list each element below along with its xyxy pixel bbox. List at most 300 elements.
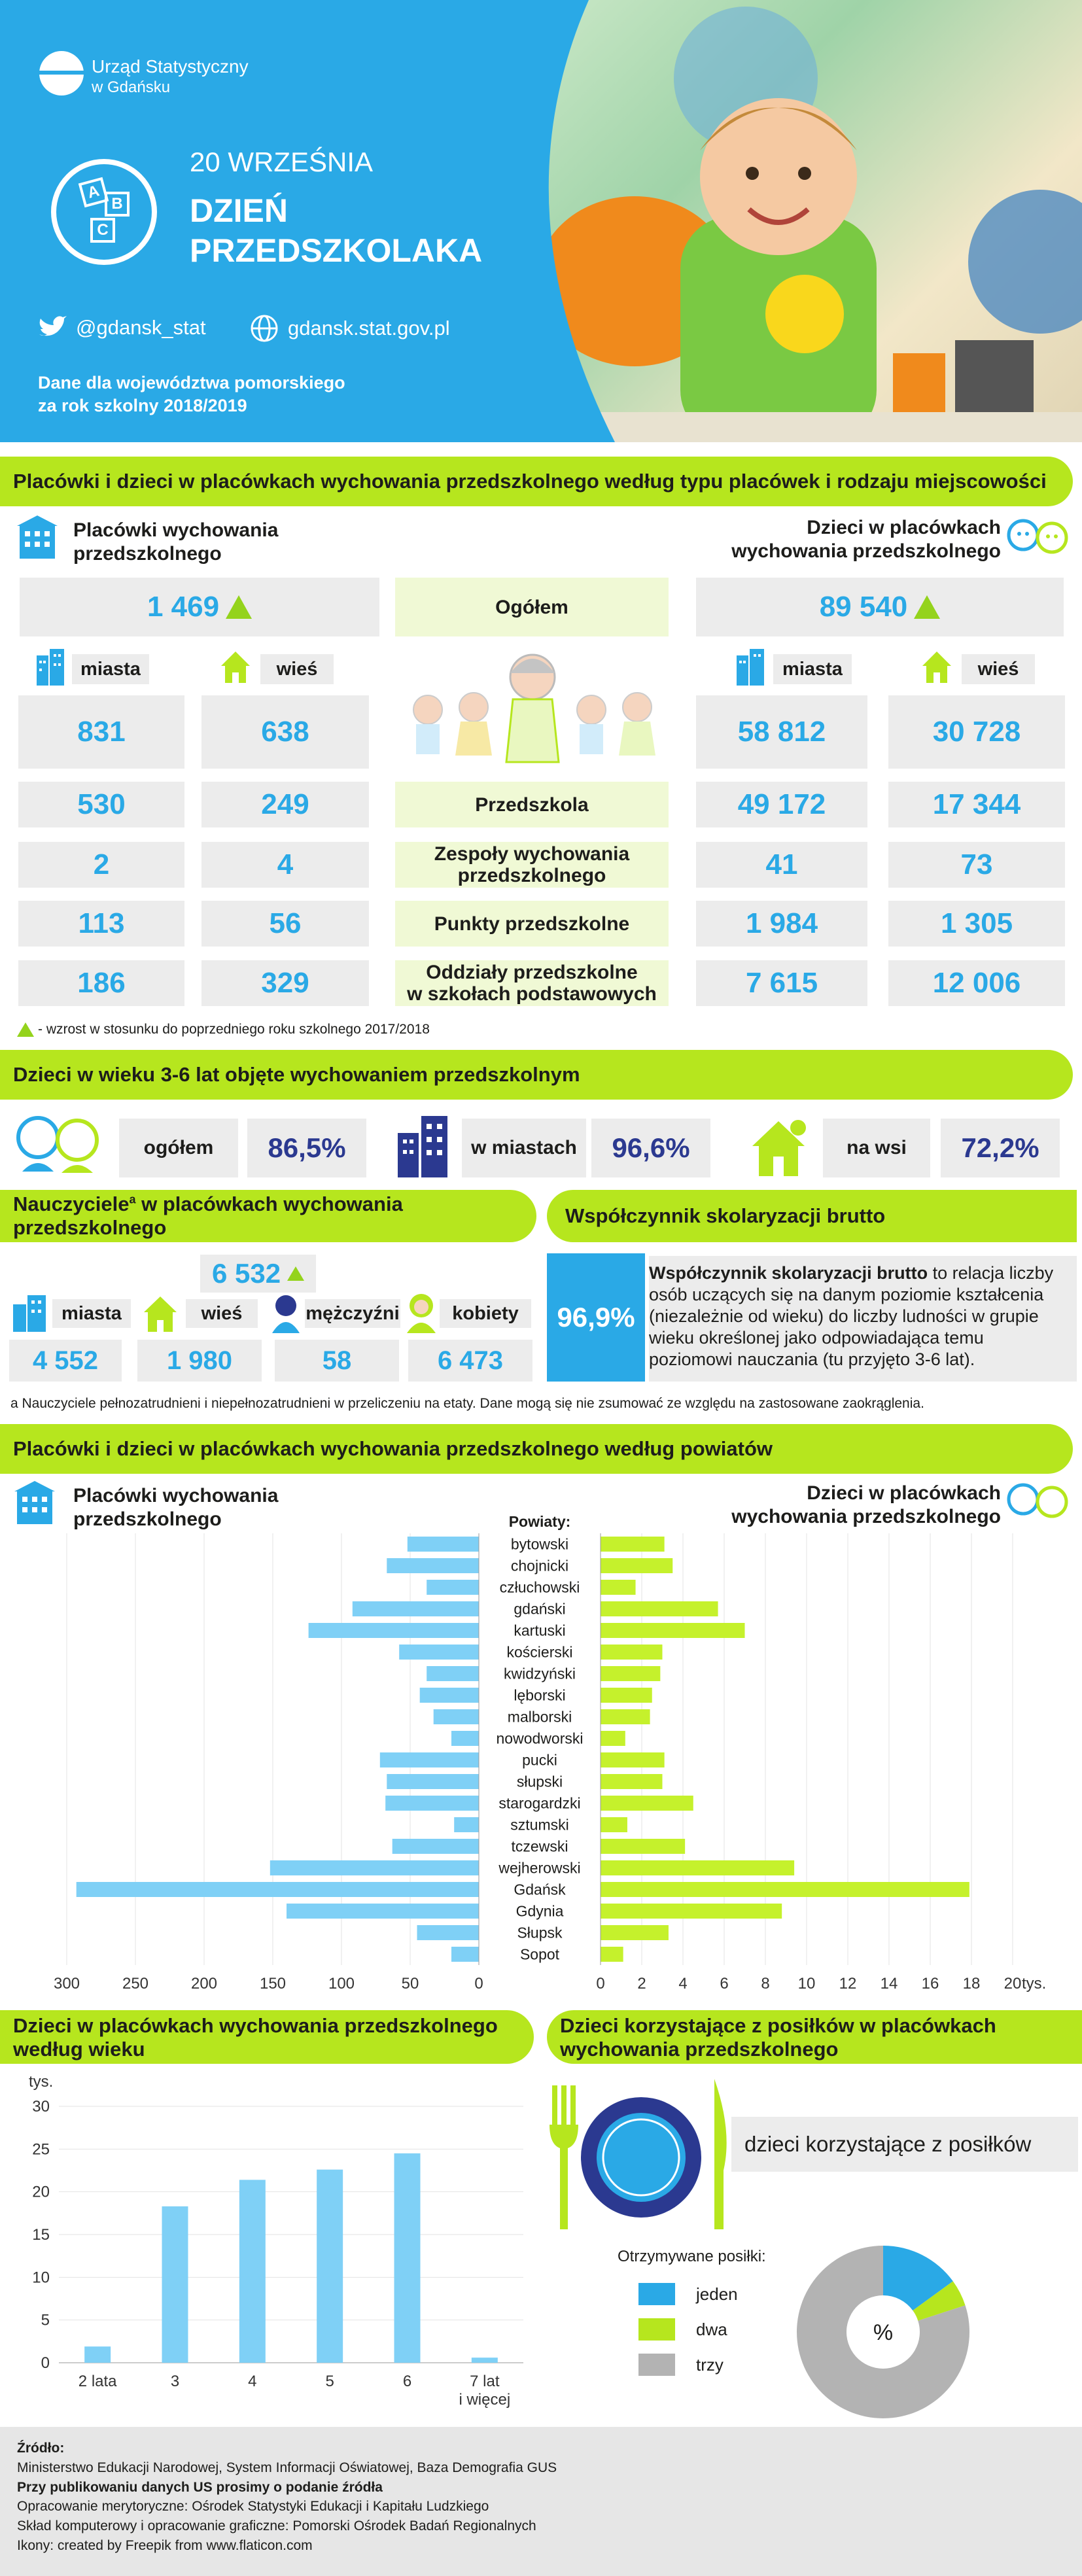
title-line1: Dzieci korzystające z posiłków w placówkach: [560, 2014, 996, 2037]
powiat-label: bytowski: [510, 1535, 569, 1553]
powiat-label: wejherowski: [498, 1859, 581, 1877]
children-bar: [601, 1537, 665, 1552]
powiat-label: kościerski: [506, 1643, 573, 1661]
content-credit: Opracowanie merytoryczne: Ośrodek Statystyki Edukacji i Kapitału Ludzkiego: [17, 2499, 489, 2515]
meals-title: [547, 2010, 1082, 2064]
village-label: wieś: [977, 658, 1019, 680]
tick-label: 16: [921, 1975, 939, 1993]
row-label: [395, 842, 669, 888]
value: 530: [77, 788, 126, 820]
meals-subtitle: [731, 2117, 1078, 2172]
children-bar: [601, 1882, 969, 1897]
tick-label: 0: [596, 1975, 605, 1993]
teachers-title-line2: przedszkolnego: [13, 1215, 167, 1239]
tick-label: 6: [720, 1975, 729, 1993]
value: 72,2%: [961, 1132, 1039, 1163]
twitter-link[interactable]: [38, 316, 206, 339]
cell: [18, 901, 184, 947]
powiat-label: Słupsk: [517, 1924, 563, 1941]
tick-label: 20: [32, 2183, 50, 2201]
enrolment-title-text: Współczynnik skolaryzacji brutto: [565, 1204, 886, 1227]
value: 86,5%: [268, 1132, 346, 1163]
powiat-label: pucki: [522, 1751, 557, 1769]
heading-line1: Placówki wychowania: [73, 1485, 279, 1506]
header-banner: [0, 0, 1082, 442]
definition-line: osób uczących się na danym poziomie kształcenia: [649, 1284, 1044, 1304]
org-line2: w Gdańsku: [92, 78, 171, 96]
children-total-value: 89 540: [819, 591, 908, 623]
village-icon: [140, 1291, 181, 1333]
legend-item: [638, 2312, 738, 2347]
children-bar: [601, 1860, 794, 1875]
children-bar: [601, 1688, 652, 1703]
city-label-box: [773, 654, 852, 684]
teachers-total: [200, 1255, 316, 1293]
institutions-bar: [393, 1839, 479, 1854]
pie-center-label: %: [873, 2320, 894, 2345]
tick-label: 0: [41, 2354, 50, 2372]
age-bar: [84, 2346, 111, 2363]
category-label: 4: [248, 2373, 257, 2390]
institutions-bar: [408, 1537, 479, 1552]
scope-line2: za rok szkolny 2018/2019: [38, 396, 247, 416]
children-bar: [601, 1774, 663, 1789]
institutions-city-total: [18, 695, 184, 769]
legend-label: trzy: [696, 2354, 724, 2375]
age-bar: [394, 2153, 421, 2363]
value: 58: [322, 1346, 352, 1375]
institutions-heading-line2: przedszkolnego: [73, 543, 222, 565]
age-bar-chart: [0, 2067, 543, 2420]
row-label-line1: Zespoły wychowania: [434, 843, 630, 865]
value: 30 728: [932, 716, 1021, 748]
value: 2: [93, 848, 110, 880]
institutions-heading: [73, 519, 278, 566]
enrolment-value-box: [547, 1253, 645, 1382]
source-label: Źródło:: [17, 2441, 65, 2456]
definition-line: (niezależnie od wieku) do liczby ludności w grupie: [649, 1306, 1039, 1326]
row-label: [395, 782, 669, 827]
heading-line1: Dzieci w placówkach: [807, 1482, 1001, 1504]
enrolment-definition: [649, 1256, 1077, 1382]
y-unit-label: tys.: [29, 2073, 54, 2091]
tick-label: 25: [32, 2140, 50, 2159]
section3-title-text: Placówki i dzieci w placówkach wychowania przedszkolnego według powiatów: [13, 1437, 773, 1460]
value: 831: [77, 716, 126, 748]
village-label-box: [962, 654, 1035, 684]
block-letter: B: [105, 192, 130, 217]
value: 96,9%: [557, 1302, 635, 1332]
value: 6 473: [437, 1346, 504, 1375]
value: 49 172: [737, 788, 826, 820]
increase-icon: [226, 595, 252, 619]
website-url: gdansk.stat.gov.pl: [288, 317, 450, 339]
definition-term: Współczynnik skolaryzacji brutto: [649, 1263, 928, 1283]
institutions-bar: [380, 1752, 479, 1767]
village-icon: [917, 646, 956, 686]
teachers-men-value: [275, 1340, 399, 1382]
age-bar: [317, 2170, 343, 2363]
teachers-women-value: [408, 1340, 532, 1382]
row-label-line1: Oddziały przedszkolne: [426, 962, 638, 983]
value: 329: [261, 967, 309, 999]
teachers-title-word: Nauczyciele: [13, 1192, 130, 1215]
city-icon: [395, 1113, 450, 1179]
tick-label: 15: [32, 2226, 50, 2244]
meals-subtitle-text: dzieci korzystające z posiłków: [744, 2132, 1032, 2156]
tick-label: 8: [761, 1975, 770, 1993]
teachers-village-label: [186, 1299, 258, 1328]
city-label: miasta: [80, 658, 141, 680]
institutions-heading-line1: Placówki wychowania: [73, 519, 279, 541]
value: 4 552: [32, 1346, 99, 1375]
children-bar: [601, 1752, 665, 1767]
meals-pie-chart: [792, 2240, 975, 2424]
powiat-label: słupski: [516, 1773, 563, 1790]
teachers-footnote: a Nauczyciele pełnozatrudnieni i niepełnozatrudnieni w przeliczeniu na etaty. Dane mogą się nie zsumować ze względu na zastosowane zaokrąglenia.: [10, 1396, 924, 1411]
village-label-box: [260, 654, 334, 684]
label: mężczyźni: [305, 1302, 400, 1324]
coverage-city-label: [462, 1119, 586, 1177]
org-logo: [38, 42, 85, 105]
children-bar: [601, 1601, 718, 1616]
institutions-bar: [451, 1731, 479, 1746]
footnote-mark: a: [129, 1192, 136, 1206]
value: 6 532: [212, 1258, 281, 1289]
powiat-bar-chart: [0, 1505, 1082, 2008]
coverage-total-label: [119, 1119, 238, 1177]
legend-swatch: [638, 2283, 675, 2305]
coverage-city-value: [591, 1119, 710, 1177]
abc-blocks-icon: [51, 159, 157, 265]
category-label: 3: [170, 2373, 180, 2390]
powiat-label: Gdynia: [515, 1902, 564, 1920]
title-line2: wychowania przedszkolnego: [560, 2037, 839, 2061]
children-bar: [601, 1904, 782, 1919]
cell: [201, 842, 369, 888]
institutions-bar: [451, 1947, 479, 1962]
cell: [888, 901, 1065, 947]
tick-label: 2: [637, 1975, 646, 1993]
coverage-village-value: [941, 1119, 1060, 1177]
section2-title: [0, 1050, 1073, 1100]
value: 12 006: [932, 967, 1021, 999]
tick-label: 10: [32, 2269, 50, 2287]
powiat-label: kwidzyński: [504, 1665, 576, 1682]
children-bar: [601, 1947, 623, 1962]
value: 1 984: [745, 907, 818, 939]
title-line1: Dzieci w placówkach wychowania przedszkolnego: [13, 2014, 498, 2037]
coverage-village-label: [823, 1119, 930, 1177]
tick-label: 100: [328, 1975, 355, 1993]
powiat-label: tczewski: [511, 1837, 568, 1855]
meals-legend: [638, 2276, 738, 2382]
value: 7 615: [745, 967, 818, 999]
age-chart-title: [0, 2010, 534, 2064]
legend-item: [638, 2276, 738, 2312]
tick-label: 4: [678, 1975, 688, 1993]
coverage-total-value: [247, 1119, 366, 1177]
website-link[interactable]: [250, 314, 450, 343]
city-icon: [734, 648, 767, 687]
institutions-bar: [309, 1623, 479, 1638]
children-bar: [601, 1731, 625, 1746]
label: miasta: [61, 1302, 122, 1324]
tick-label: 250: [122, 1975, 149, 1993]
plate-cutlery-icon: [543, 2072, 733, 2236]
icons-credit: Ikony: created by Freepik from www.flaticon.com: [17, 2538, 313, 2554]
block-letter: A: [79, 177, 109, 208]
children-icon: [12, 1109, 103, 1174]
total-label: [395, 578, 669, 636]
teachers-city-value: [9, 1340, 122, 1382]
legend-item: [638, 2347, 738, 2382]
powiat-label: Gdańsk: [514, 1881, 566, 1898]
village-label: wieś: [276, 658, 318, 680]
title-line2: PRZEDSZKOLAKA: [190, 232, 483, 269]
block-letter: C: [90, 218, 115, 243]
value: 58 812: [737, 716, 826, 748]
increase-icon: [287, 1266, 304, 1281]
cell: [18, 842, 184, 888]
value: 73: [960, 848, 993, 880]
institutions-bar: [77, 1882, 479, 1897]
value: 4: [277, 848, 294, 880]
heading-line2: przedszkolnego: [73, 1508, 222, 1530]
institutions-bar: [399, 1645, 479, 1660]
legend-label: jeden: [696, 2284, 738, 2304]
institutions-bar: [427, 1666, 479, 1681]
definition-line: wieku określonej jako odpowiadająca temu: [649, 1327, 984, 1348]
city-icon: [34, 648, 67, 687]
children-bar: [601, 1817, 627, 1832]
children-icon: [1005, 515, 1070, 561]
twitter-icon: [38, 316, 67, 339]
row-label-line2: przedszkolnego: [457, 865, 606, 886]
title-line2: według wieku: [13, 2037, 145, 2061]
twitter-handle: @gdansk_stat: [76, 316, 206, 339]
children-bar: [601, 1666, 660, 1681]
section1-title-text: Placówki i dzieci w placówkach wychowania przedszkolnego według typu placówek i rodzaju miejscowości: [13, 470, 1047, 493]
section2-title-text: Dzieci w wieku 3-6 lat objęte wychowaniem przedszkolnym: [13, 1063, 580, 1086]
teachers-village-value: [137, 1340, 262, 1382]
children-bar: [601, 1796, 693, 1811]
powiat-label: malborski: [507, 1708, 572, 1726]
row-label: [395, 960, 669, 1006]
woman-icon: [404, 1291, 438, 1333]
definition-line: poziomowi nauczania (tu przyjęto 3-6 lat).: [649, 1349, 975, 1369]
children-heading-line1: Dzieci w placówkach: [807, 517, 1001, 538]
teachers-title-rest: w placówkach wychowania: [135, 1192, 403, 1215]
label: na wsi: [846, 1137, 907, 1158]
heading-line2: wychowania przedszkolnego: [731, 1506, 1001, 1527]
teacher-children-illustration: [395, 644, 670, 769]
cell: [888, 842, 1065, 888]
teachers-title: [0, 1190, 536, 1242]
powiat-label: gdański: [514, 1600, 566, 1618]
children-bar: [601, 1558, 672, 1573]
tick-label: 12: [839, 1975, 857, 1993]
institutions-bar: [387, 1558, 479, 1573]
globe-icon: [250, 314, 279, 343]
value: 1 305: [940, 907, 1013, 939]
legend-label: dwa: [696, 2319, 727, 2339]
tick-label: 20: [1003, 1975, 1022, 1993]
row-label-line2: w szkołach podstawowych: [407, 983, 657, 1005]
children-bar: [601, 1645, 663, 1660]
increase-legend-text: - wzrost w stosunku do poprzedniego roku szkolnego 2017/2018: [38, 1022, 430, 1037]
value: 56: [269, 907, 302, 939]
category-label: 2 lata: [78, 2373, 117, 2390]
children-city-total: [696, 695, 867, 769]
legend-swatch: [638, 2318, 675, 2341]
powiat-label: Sopot: [519, 1945, 560, 1963]
cell: [201, 782, 369, 827]
row-label-line1: Punkty przedszkolne: [434, 913, 630, 935]
tick-label: 300: [53, 1975, 80, 1993]
label: w miastach: [471, 1137, 577, 1158]
powiat-label: sztumski: [510, 1816, 569, 1834]
total-label-text: Ogółem: [495, 596, 568, 618]
label: wieś: [201, 1302, 243, 1324]
row-label: [395, 901, 669, 947]
meals-legend-title: Otrzymywane posiłki:: [618, 2248, 766, 2265]
enrolment-title: [547, 1190, 1077, 1242]
powiat-label: kartuski: [514, 1622, 566, 1639]
cell: [696, 960, 867, 1006]
org-name: [92, 55, 249, 97]
city-icon: [10, 1293, 50, 1333]
children-total: [696, 578, 1064, 636]
children-bar: [601, 1580, 636, 1595]
tick-label: 18: [962, 1975, 981, 1993]
teachers-men-label: [305, 1299, 400, 1328]
footer: [0, 2427, 1082, 2576]
teachers-women-label: [440, 1299, 531, 1328]
label: kobiety: [452, 1302, 519, 1324]
value: 41: [765, 848, 798, 880]
value: 96,6%: [612, 1132, 690, 1163]
building-icon: [14, 515, 60, 561]
institutions-bar: [287, 1904, 479, 1919]
source-text: Ministerstwo Edukacji Narodowej, System Informacji Oświatowej, Baza Demografia GUS: [17, 2460, 557, 2475]
cell: [201, 960, 369, 1006]
tick-label: 14: [880, 1975, 898, 1993]
children-bar: [601, 1709, 650, 1724]
value: 113: [78, 907, 125, 939]
value: 17 344: [932, 788, 1021, 820]
cell: [696, 901, 867, 947]
tick-label: 50: [401, 1975, 419, 1993]
unit-label: tys.: [1022, 1975, 1047, 1993]
institutions-bar: [417, 1925, 480, 1940]
tick-label: 10: [797, 1975, 816, 1993]
man-icon: [271, 1291, 301, 1333]
section1-title: [0, 457, 1073, 506]
institutions-village-total: [201, 695, 369, 769]
row-label-line1: Przedszkola: [475, 793, 589, 816]
tick-label: 0: [474, 1975, 483, 1993]
teachers-city-label: [52, 1299, 131, 1328]
powiat-label: chojnicki: [510, 1557, 569, 1575]
legend-swatch: [638, 2354, 675, 2376]
institutions-bar: [385, 1796, 479, 1811]
city-label: miasta: [782, 658, 843, 680]
category-label: 6: [402, 2373, 412, 2390]
institutions-bar: [420, 1688, 479, 1703]
age-bar: [239, 2180, 266, 2363]
tick-label: 30: [32, 2098, 50, 2115]
increase-icon: [914, 595, 940, 619]
definition-line: to relacja liczby: [928, 1263, 1054, 1283]
cell: [888, 782, 1065, 827]
children-bar: [601, 1839, 685, 1854]
scope-line1: Dane dla województwa pomorskiego: [38, 373, 345, 392]
powiat-label: nowodworski: [496, 1730, 584, 1747]
city-label-box: [72, 654, 149, 684]
children-bar: [601, 1623, 745, 1638]
institutions-bar: [270, 1860, 479, 1875]
org-logo-icon: [38, 42, 85, 105]
village-icon: [746, 1113, 811, 1179]
tick-label: 5: [41, 2311, 50, 2329]
cell: [888, 960, 1065, 1006]
age-bar: [472, 2358, 498, 2363]
children-bar: [601, 1925, 669, 1940]
category-label: 5: [325, 2373, 334, 2390]
design-credit: Skład komputerowy i opracowanie graficzne: Pomorski Ośrodek Badań Regionalnych: [17, 2518, 536, 2534]
cell: [18, 782, 184, 827]
institutions-bar: [353, 1601, 479, 1616]
event-date: 20 WRZEŚNIA: [190, 147, 374, 177]
cell: [201, 901, 369, 947]
age-bar: [162, 2206, 188, 2363]
powiat-label: człuchowski: [499, 1578, 580, 1596]
value: 186: [77, 967, 126, 999]
children-heading: [693, 516, 1001, 563]
children-heading-line2: wychowania przedszkolnego: [731, 540, 1001, 562]
children-village-total: [888, 695, 1065, 769]
value: 638: [261, 716, 309, 748]
cell: [696, 842, 867, 888]
title-line1: DZIEŃ: [190, 192, 288, 229]
category-label: 7 lat i więcej: [459, 2373, 511, 2409]
powiat-label: lęborski: [514, 1686, 566, 1704]
institutions-bar: [427, 1580, 479, 1595]
institutions-bar: [387, 1774, 479, 1789]
tick-label: 200: [190, 1975, 218, 1993]
section3-title: [0, 1424, 1073, 1474]
data-scope: [38, 372, 345, 417]
label: ogółem: [143, 1137, 214, 1158]
tick-label: 150: [259, 1975, 287, 1993]
village-icon: [216, 646, 255, 686]
event-title: [190, 191, 482, 271]
powiaty-label: Powiaty:: [508, 1513, 571, 1530]
institutions-bar: [434, 1709, 479, 1724]
cell: [18, 960, 184, 1006]
institutions-total-value: 1 469: [147, 591, 220, 623]
org-line1: Urząd Statystyczny: [92, 56, 249, 77]
publish-note: Przy publikowaniu danych US prosimy o podanie źródła: [17, 2479, 383, 2495]
institutions-total: [20, 578, 379, 636]
value: 249: [261, 788, 309, 820]
powiat-label: starogardzki: [498, 1794, 581, 1812]
cell: [696, 782, 867, 827]
increase-icon: [17, 1022, 34, 1037]
increase-legend: [17, 1022, 430, 1037]
value: 1 980: [166, 1346, 233, 1375]
